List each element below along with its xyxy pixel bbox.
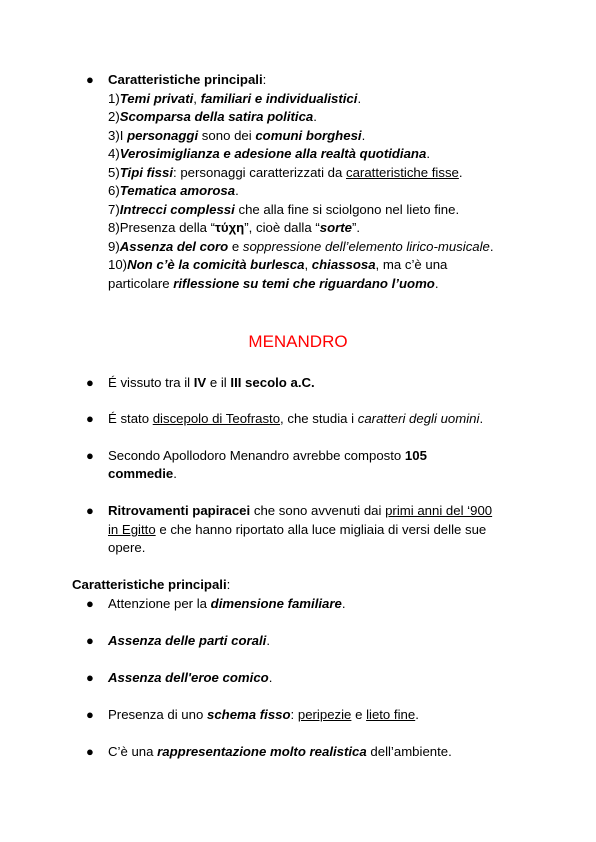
text-run: Assenza del coro bbox=[119, 239, 229, 254]
text-run: e bbox=[228, 239, 243, 254]
text-run: . bbox=[415, 707, 419, 722]
list-item bbox=[108, 447, 427, 466]
list-item bbox=[108, 465, 177, 484]
bullet-icon: ● bbox=[86, 744, 94, 759]
bullet-icon: ● bbox=[86, 72, 94, 87]
text-run: Ritrovamenti papiracei bbox=[108, 503, 251, 518]
bullet-icon: ● bbox=[86, 596, 94, 611]
text-run: : bbox=[290, 707, 298, 722]
text-run: commedie bbox=[108, 466, 174, 481]
text-run: , ma c’è una bbox=[375, 257, 448, 272]
list-item bbox=[108, 164, 463, 183]
text-run: Presenza di uno bbox=[108, 707, 207, 722]
list-item bbox=[108, 743, 452, 762]
bullet-icon: ● bbox=[86, 707, 94, 722]
list-item bbox=[108, 238, 494, 257]
text-run: e il bbox=[206, 375, 231, 390]
section2-heading bbox=[72, 576, 230, 595]
text-run: 5) bbox=[108, 165, 120, 180]
text-run: 10) bbox=[108, 257, 128, 272]
list-item bbox=[108, 182, 239, 201]
text-run: rappresentazione molto realistica bbox=[157, 744, 367, 759]
heading-colon: : bbox=[226, 577, 231, 592]
text-run: sono dei bbox=[198, 128, 256, 143]
text-run: 3)I bbox=[108, 128, 128, 143]
text-run: 2) bbox=[108, 109, 120, 124]
text-run: 9) bbox=[108, 239, 120, 254]
list-item bbox=[108, 90, 361, 109]
list-item bbox=[108, 502, 492, 521]
text-run: Secondo Apollodoro Menandro avrebbe composto bbox=[108, 448, 405, 463]
text-run: dimensione familiare bbox=[210, 596, 342, 611]
text-run: chiassosa bbox=[311, 257, 376, 272]
text-run: , che studia i bbox=[280, 411, 358, 426]
text-run: Attenzione per la bbox=[108, 596, 211, 611]
text-run: Tipi fissi bbox=[119, 165, 173, 180]
text-run: che alla fine si sciolgono nel lieto fine. bbox=[234, 202, 460, 217]
text-run: dell’ambiente. bbox=[366, 744, 452, 759]
text-run: riflessione su temi che riguardano l’uomo bbox=[173, 276, 435, 291]
text-run: : personaggi caratterizzati da bbox=[173, 165, 346, 180]
list-item bbox=[108, 595, 346, 614]
text-run: familiari e individualistici bbox=[200, 91, 358, 106]
text-run: Intrecci complessi bbox=[119, 202, 235, 217]
bullet-icon: ● bbox=[86, 448, 94, 463]
text-run: . bbox=[313, 109, 317, 124]
list-item bbox=[108, 201, 459, 220]
text-run: 4) bbox=[108, 146, 120, 161]
list-item bbox=[108, 275, 439, 294]
text-run: peripezie bbox=[297, 707, 352, 722]
bullet-icon: ● bbox=[86, 375, 94, 390]
text-run: sorte bbox=[319, 220, 352, 235]
list-item bbox=[108, 539, 145, 558]
heading-text: Caratteristiche principali bbox=[108, 72, 263, 87]
text-run: Verosimiglianza e adesione alla realtà quotidiana bbox=[119, 146, 427, 161]
text-run: Scomparsa della satira politica bbox=[119, 109, 314, 124]
list-item bbox=[108, 706, 419, 725]
text-run: schema fisso bbox=[206, 707, 291, 722]
text-run: che sono avvenuti dai bbox=[250, 503, 386, 518]
text-run: in Egitto bbox=[108, 522, 156, 537]
text-run: . bbox=[235, 183, 239, 198]
page-title: MENANDRO bbox=[248, 332, 348, 351]
bullet-icon: ● bbox=[86, 411, 94, 426]
text-run: É stato bbox=[108, 411, 153, 426]
text-run: . bbox=[489, 239, 494, 254]
heading-text: Caratteristiche principali bbox=[72, 577, 227, 592]
list-item bbox=[108, 410, 483, 429]
text-run: Tematica amorosa bbox=[119, 183, 236, 198]
text-run: 7) bbox=[108, 202, 120, 217]
text-run: particolare bbox=[108, 276, 174, 291]
text-run: caratteri degli uomini bbox=[357, 411, 480, 426]
bullet-icon: ● bbox=[86, 503, 94, 518]
section1-heading bbox=[108, 71, 266, 90]
text-run: 105 bbox=[404, 448, 427, 463]
text-run: . bbox=[173, 466, 177, 481]
text-run: ”. bbox=[352, 220, 361, 235]
text-run: Assenza dell'eroe comico bbox=[108, 670, 269, 685]
text-run: Temi privati bbox=[119, 91, 194, 106]
text-run: e bbox=[351, 707, 367, 722]
text-run: primi anni del ‘900 bbox=[385, 503, 493, 518]
text-run: 8)Presenza della “ bbox=[108, 220, 216, 235]
heading-colon: : bbox=[262, 72, 267, 87]
list-item bbox=[108, 521, 486, 540]
text-run: e che hanno riportato alla luce migliaia di versi delle sue bbox=[155, 522, 487, 537]
text-run: personaggi bbox=[127, 128, 199, 143]
text-run: soppressione dell’elemento lirico-musicale bbox=[242, 239, 490, 254]
list-item bbox=[108, 145, 430, 164]
text-run: . bbox=[341, 596, 346, 611]
text-run: . bbox=[426, 146, 430, 161]
text-run: opere. bbox=[108, 540, 146, 555]
text-run: caratteristiche fisse bbox=[346, 165, 459, 180]
text-run: , bbox=[193, 91, 201, 106]
text-run: . bbox=[357, 91, 362, 106]
text-run: C’è una bbox=[108, 744, 158, 759]
text-run: . bbox=[434, 276, 439, 291]
list-item bbox=[108, 374, 315, 393]
text-run: 6) bbox=[108, 183, 120, 198]
text-run: Assenza delle parti corali bbox=[108, 633, 267, 648]
bullet-icon: ● bbox=[86, 670, 94, 685]
text-run: comuni borghesi bbox=[255, 128, 362, 143]
list-item bbox=[108, 632, 270, 651]
text-run: Non c’è la comicità burlesca bbox=[127, 257, 305, 272]
text-run: III secolo a.C. bbox=[230, 375, 315, 390]
list-item bbox=[108, 219, 360, 238]
text-run: . bbox=[361, 128, 366, 143]
list-item bbox=[108, 127, 365, 146]
list-item bbox=[108, 669, 272, 688]
list-item bbox=[108, 108, 317, 127]
text-run: . bbox=[266, 633, 270, 648]
text-run: IV bbox=[193, 375, 207, 390]
text-run: lieto fine bbox=[366, 707, 416, 722]
text-run: ”, cioè dalla “ bbox=[244, 220, 320, 235]
text-run: É vissuto tra il bbox=[108, 375, 194, 390]
text-run: τύχη bbox=[215, 220, 245, 235]
text-run: , bbox=[304, 257, 312, 272]
text-run: . bbox=[268, 670, 273, 685]
list-item bbox=[108, 256, 447, 275]
bullet-icon: ● bbox=[86, 633, 94, 648]
text-run: 1) bbox=[108, 91, 120, 106]
text-run: discepolo di Teofrasto bbox=[152, 411, 281, 426]
text-run: . bbox=[479, 411, 484, 426]
text-run: . bbox=[458, 165, 463, 180]
